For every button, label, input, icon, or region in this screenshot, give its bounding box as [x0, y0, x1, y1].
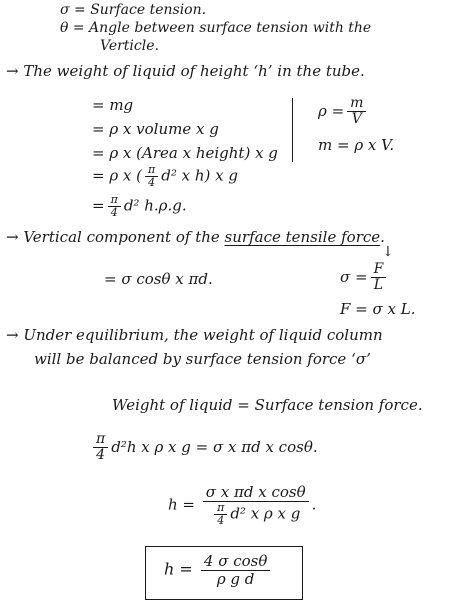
fraction-denominator: 4 [217, 513, 225, 527]
sigma-formula [340, 262, 389, 294]
weight-eq-2: = ρ x volume x g [92, 120, 219, 138]
theta-definition-line-2: Verticle. [100, 38, 159, 54]
fraction-denominator: 4 [148, 176, 156, 190]
height-dot: . [311, 495, 317, 514]
vertical-heading-post: . [380, 228, 385, 246]
fraction-numerator: π [93, 432, 108, 448]
weight-eq-5-fraction [108, 194, 121, 219]
height-pre: h = [168, 495, 195, 514]
height-denominator-fraction [214, 502, 227, 527]
force-formula: F = σ x L. [340, 300, 416, 318]
equilibrium-line-2: will be balanced by surface tension force ‘σ’ [34, 350, 371, 368]
vertical-heading [6, 228, 385, 246]
divider-line [292, 98, 293, 162]
weight-eq-3: = ρ x (Area x height) x g [92, 144, 278, 162]
height-denominator-post: d² x ρ x g [230, 504, 301, 523]
weight-eq-5-pre: = [92, 196, 105, 215]
fraction-denominator: L [373, 277, 384, 294]
weight-eq-4-post: d² x h) x g [161, 166, 238, 185]
weight-eq-1: = mg [92, 96, 134, 114]
down-arrow-icon: ↓ [382, 244, 394, 260]
weight-eq-4-fraction [145, 164, 158, 189]
final-denominator: ρ g d [216, 569, 255, 588]
density-formula [318, 96, 369, 128]
sigma-fraction [371, 262, 387, 294]
fraction-numerator: π [108, 194, 121, 207]
equilibrium-eq-post: d²h x ρ x g = σ x πd x cosθ. [111, 437, 318, 456]
fraction-numerator: m [347, 96, 366, 112]
height-fraction [203, 484, 309, 527]
final-pre: h = [164, 559, 193, 579]
weight-heading: → The weight of liquid of height ‘h’ in the tube. [6, 62, 365, 80]
height-equation [168, 484, 316, 527]
equilibrium-equation [90, 432, 318, 464]
vertical-eq: = σ cosθ x πd. [104, 270, 213, 288]
fraction-denominator: 4 [96, 447, 106, 464]
fraction-denominator: 4 [110, 206, 118, 220]
weight-eq-4 [92, 164, 238, 189]
weight-eq-5-post: d² h.ρ.g. [123, 196, 187, 215]
fraction-numerator: F [371, 262, 387, 278]
mass-formula: m = ρ x V. [318, 136, 395, 154]
sigma-definition: σ = Surface tension. [60, 2, 207, 18]
vertical-heading-underlined: surface tensile force [224, 228, 381, 246]
vertical-heading-pre: → Vertical component of the [6, 228, 225, 246]
height-denominator [208, 502, 303, 527]
sigma-pre: σ = [340, 267, 368, 286]
weight-eq-4-pre: = ρ x ( [92, 166, 143, 185]
fraction-numerator: π [214, 502, 227, 515]
weight-eq-5 [92, 194, 187, 219]
fraction-numerator: π [145, 164, 158, 177]
fraction-denominator: V [351, 111, 362, 128]
theta-definition-line-1: θ = Angle between surface tension with the [60, 20, 372, 36]
density-fraction [347, 96, 366, 128]
weight-equals-tension: Weight of liquid = Surface tension force. [112, 396, 423, 414]
equilibrium-fraction [93, 432, 108, 464]
density-pre: ρ = [318, 101, 345, 120]
height-numerator: σ x πd x cosθ [203, 484, 309, 502]
final-answer [164, 553, 273, 587]
final-numerator: 4 σ cosθ [201, 553, 270, 571]
final-fraction [201, 553, 270, 587]
equilibrium-line-1: → Under equilibrium, the weight of liquid column [6, 326, 383, 344]
